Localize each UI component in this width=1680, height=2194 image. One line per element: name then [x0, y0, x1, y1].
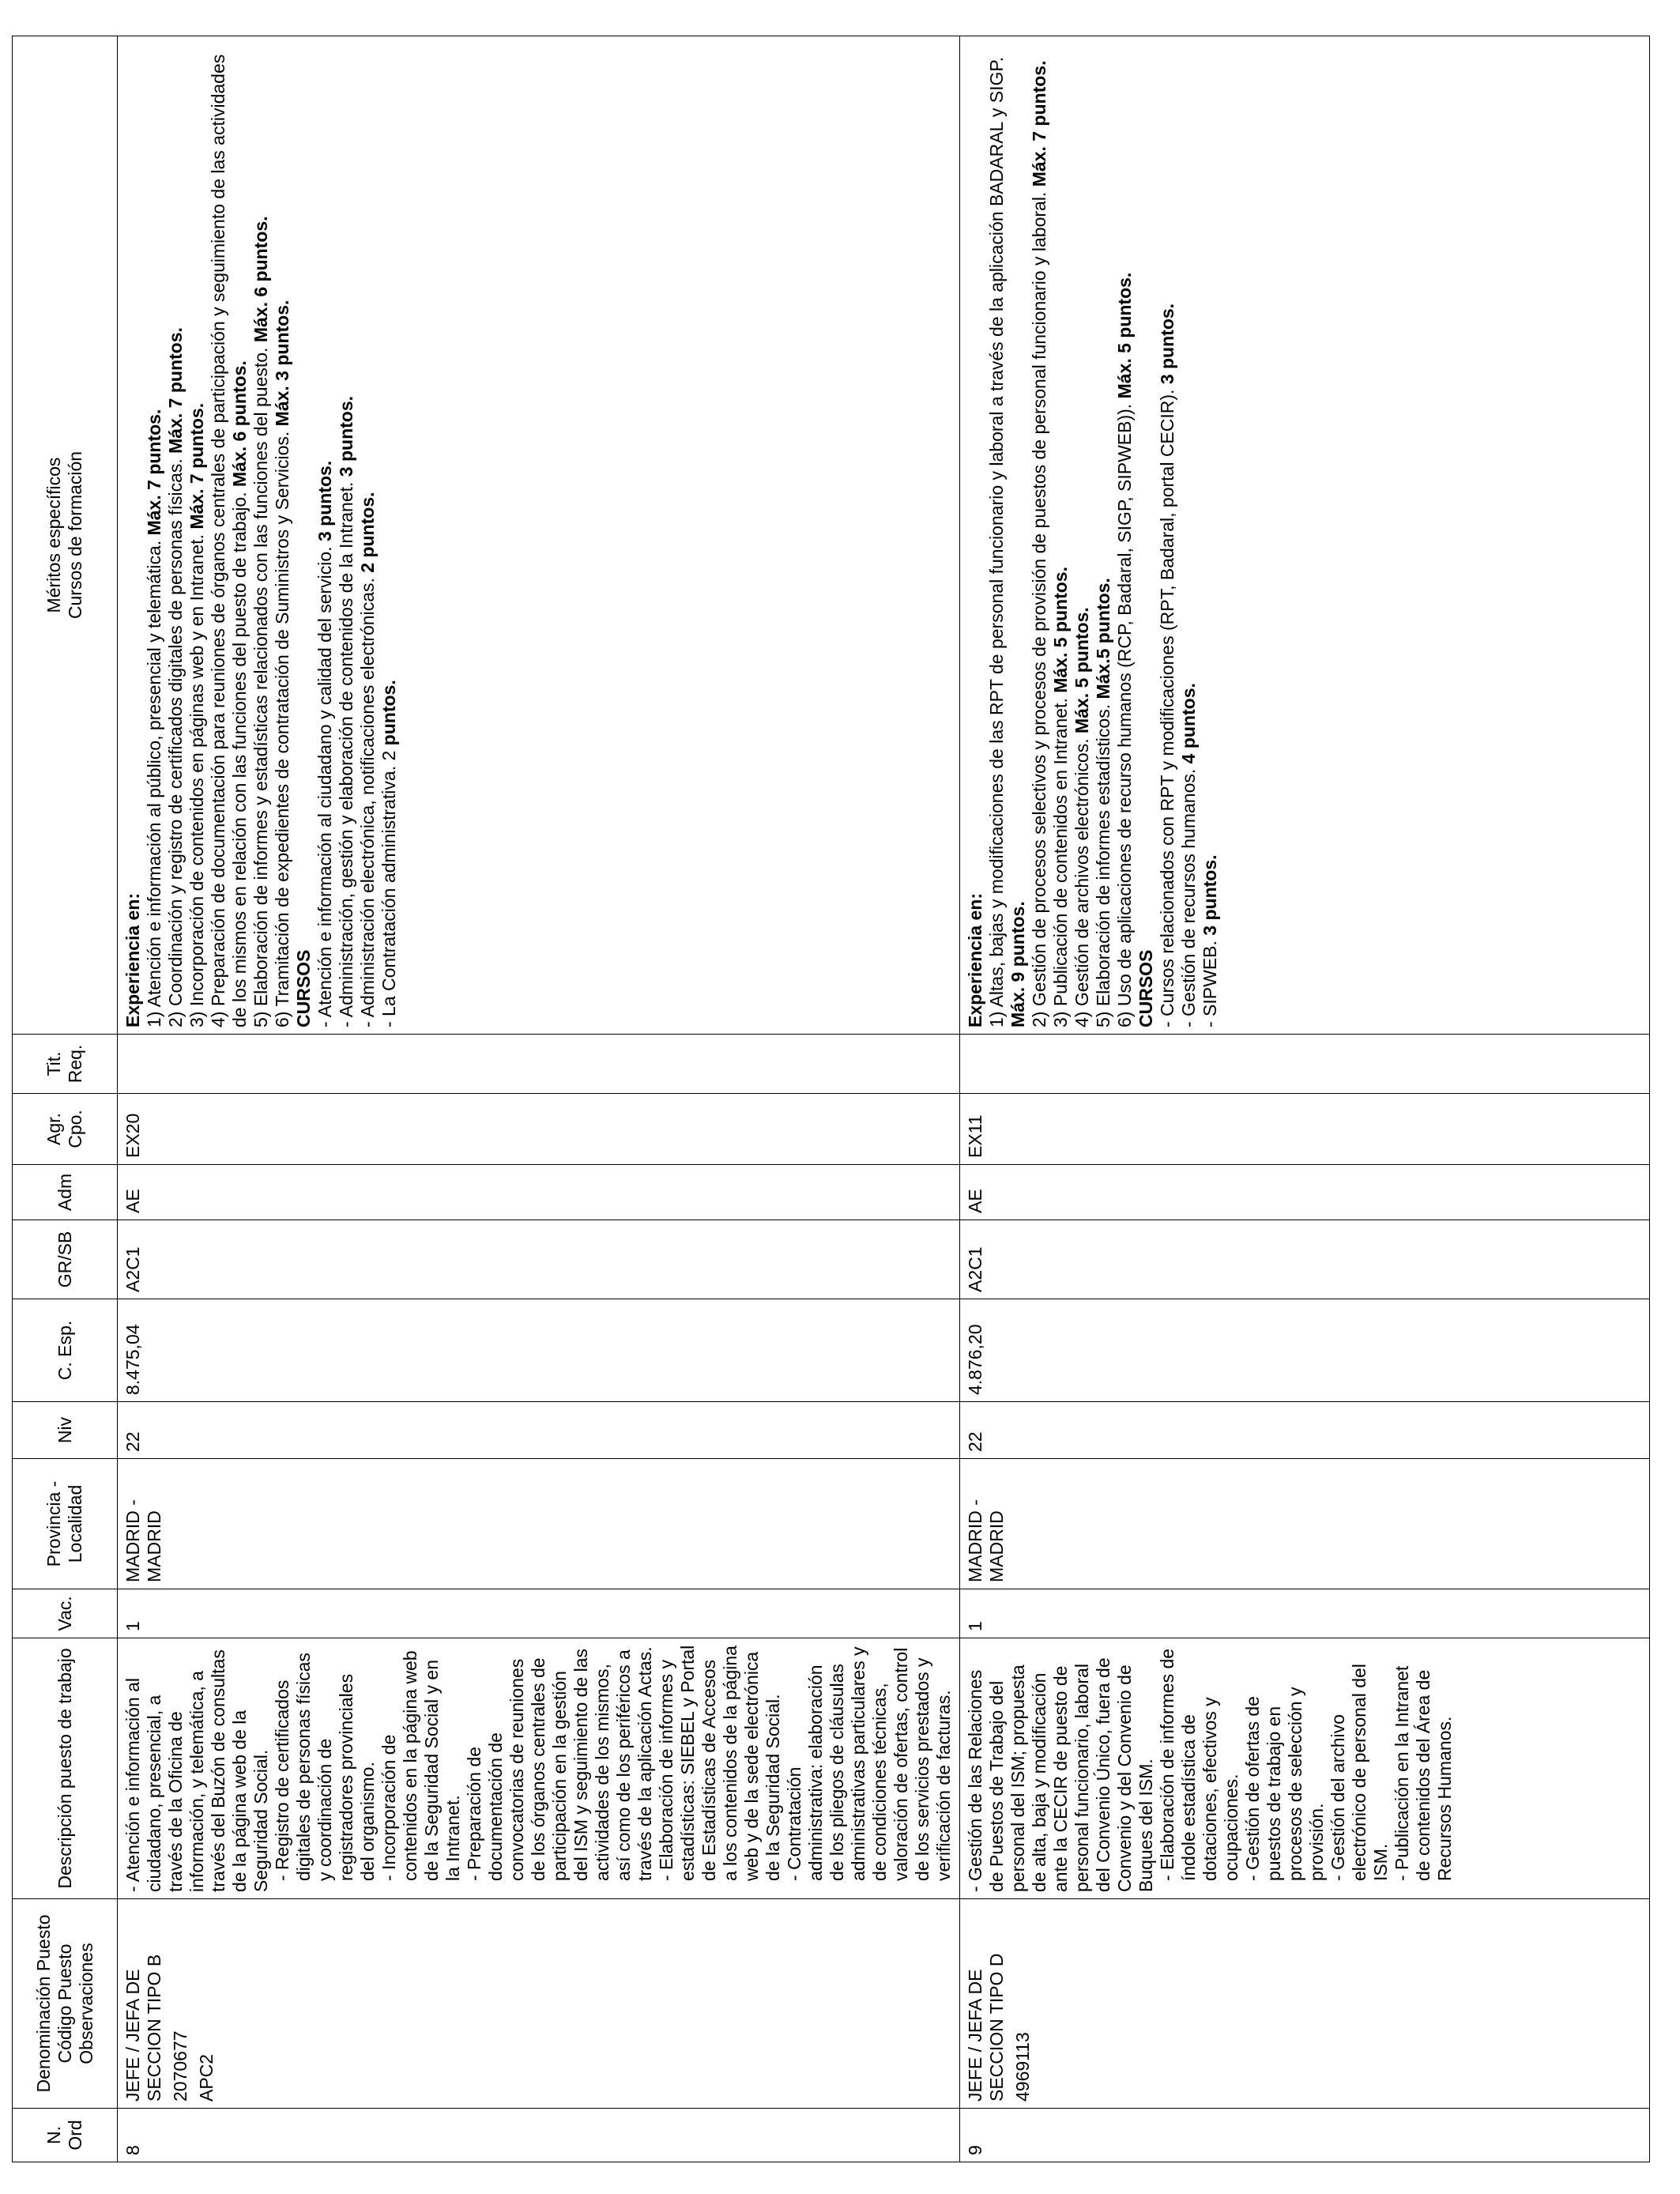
- course-item: - SIPWEB. 3 puntos.: [1200, 854, 1220, 1027]
- description-item: - Preparación de documentación de convocatorias de reuniones de los órganos centrales de participación en la gestión del ISM y seguimiento de las actividades de los mismos, así como de los periféricos a través de la aplicación Actas.: [464, 1646, 655, 1881]
- cell-cesp: 4.876,20: [960, 1299, 1650, 1402]
- cell-niv: 22: [960, 1402, 1650, 1459]
- merit-item: 3) Incorporación de contenidos en páginas web y en Intranet. Máx. 7 puntos.: [186, 402, 207, 1027]
- description-item: - Gestión del archivo electrónico de personal del ISM.: [1328, 1664, 1391, 1881]
- header-adm: Adm: [13, 1165, 118, 1220]
- header-grsb: GR/SB: [13, 1220, 118, 1299]
- header-provincia: Provincia - Localidad: [13, 1459, 118, 1589]
- cell-ord: 8: [118, 2109, 960, 2162]
- description-item: - Gestión de ofertas de puestos de trabajo en procesos de selección y provisión.: [1242, 1687, 1327, 1881]
- merit-item: 5) Elaboración de informes estadísticos. Máx.5 puntos.: [1093, 578, 1113, 1027]
- position-observations: APC2: [196, 2053, 217, 2102]
- header-vac: Vac.: [13, 1589, 118, 1638]
- cell-denominacion: [960, 1899, 1650, 2109]
- cell-descripcion: [118, 1638, 960, 1899]
- job-positions-table: [12, 36, 1650, 2162]
- cell-ord: 9: [960, 2109, 1650, 2162]
- merit-item: 6) Uso de aplicaciones de recurso humanos (RCP, Badaral, SIGP, SIPWEB)). Máx. 5 puntos.: [1114, 272, 1135, 1027]
- header-ord: N. Ord: [13, 2109, 118, 2162]
- merit-item: 4) Preparación de documentación para reuniones de órganos centrales de participación y seguimiento de las actividades de los mismos en relación con las funciones del puesto de trabajo. Máx. 6 puntos.: [208, 54, 250, 1027]
- merit-item: 5) Elaboración de informes y estadísticas relacionados con las funciones del puesto. Máx. 6 puntos.: [250, 216, 271, 1027]
- table-header-row: [13, 36, 118, 2162]
- course-item: - Administración electrónica, notificaciones electrónicas. 2 puntos.: [357, 492, 378, 1027]
- merit-item: 3) Publicación de contenidos en Intranet. Máx. 5 puntos.: [1050, 567, 1071, 1027]
- cell-grsb: A2C1: [118, 1220, 960, 1299]
- cell-adm: AE: [960, 1165, 1650, 1220]
- course-item: - La Contratación administrativa. 2 puntos.: [379, 680, 399, 1027]
- header-cesp: C. Esp.: [13, 1299, 118, 1402]
- header-denominacion: Denominación Puesto Código Puesto Observaciones: [13, 1899, 118, 2109]
- cell-tit: [118, 1035, 960, 1094]
- merit-item: 4) Gestión de archivos electrónicos. Máx. 5 puntos.: [1072, 607, 1092, 1027]
- position-name: JEFE / JEFA DE SECCION TIPO D: [965, 1953, 1007, 2102]
- course-item: - Cursos relacionados con RPT y modificaciones (RPT, Badaral, portal CECIR). 3 puntos.: [1157, 303, 1177, 1027]
- cell-agr: EX11: [960, 1094, 1650, 1165]
- cell-descripcion: [960, 1638, 1650, 1899]
- description-item: - Elaboración de informes y estadísticas: SIEBEL y Portal de Estadísticas de Accesos a los contenidos de la página web y de la sede electrónica de la Seguridad Social.: [656, 1645, 783, 1881]
- course-item: - Gestión de recursos humanos. 4 puntos.: [1178, 683, 1199, 1027]
- cell-adm: AE: [118, 1165, 960, 1220]
- cell-meritos: [960, 36, 1650, 1035]
- merit-item: 1) Atención e información al público, presencial y telemática. Máx. 7 puntos.: [144, 409, 164, 1027]
- table-row: [118, 36, 960, 2162]
- position-name: JEFE / JEFA DE SECCION TIPO B: [122, 1954, 164, 2102]
- cell-niv: 22: [118, 1402, 960, 1459]
- position-code: 4969113: [1012, 2032, 1033, 2102]
- header-niv: Niv: [13, 1402, 118, 1459]
- cell-provincia: MADRID - MADRID: [960, 1459, 1650, 1589]
- courses-heading: CURSOS: [293, 949, 314, 1027]
- cell-provincia: MADRID - MADRID: [118, 1459, 960, 1589]
- header-agr: Agr. Cpo.: [13, 1094, 118, 1165]
- courses-heading: CURSOS: [1136, 949, 1156, 1027]
- cell-vac: 1: [118, 1589, 960, 1638]
- description-item: - Contratación administrativa: elaboración de los pliegos de cláusulas administrativas particulares y de condiciones técnicas, valoración de ofertas, control de los servicios prestados y verificación de facturas.: [784, 1646, 954, 1881]
- merits-heading: Experiencia en:: [122, 892, 143, 1027]
- description-item: - Publicación en la Intranet de contenidos del Área de Recursos Humanos.: [1392, 1665, 1455, 1881]
- header-meritos: Méritos específicos Cursos de formación: [13, 36, 118, 1035]
- merits-heading: Experiencia en:: [965, 892, 985, 1027]
- merit-item: 1) Altas, bajas y modificaciones de las RPT de personal funcionario y laboral a través de la aplicación BADARAL y SIGP. Máx. 9 puntos.: [986, 56, 1028, 1027]
- merit-item: 6) Tramitación de expedientes de contratación de Suministros y Servicios. Máx. 3 puntos.: [272, 300, 292, 1027]
- table-row: [960, 36, 1650, 2162]
- description-item: - Incorporación de contenidos en la página web de la Seguridad Social y en la Intranet.: [379, 1650, 463, 1881]
- cell-grsb: A2C1: [960, 1220, 1650, 1299]
- header-tit: Tit. Req.: [13, 1035, 118, 1094]
- cell-cesp: 8.475,04: [118, 1299, 960, 1402]
- merit-item: 2) Coordinación y registro de certificados digitales de personas físicas. Máx. 7 puntos.: [165, 327, 186, 1027]
- cell-denominacion: [118, 1899, 960, 2109]
- description-item: - Registro de certificados digitales de personas físicas y coordinación de registradores provinciales del organismo.: [272, 1653, 378, 1881]
- position-code: 2070677: [170, 2030, 190, 2102]
- description-item: - Elaboración de informes de índole estadística de dotaciones, efectivos y ocupaciones.: [1157, 1648, 1241, 1881]
- merit-item: 2) Gestión de procesos selectivos y procesos de provisión de puestos de personal funcionario y laboral. Máx. 7 puntos.: [1029, 60, 1049, 1027]
- course-item: - Atención e información al ciudadano y calidad del servicio. 3 puntos.: [315, 460, 335, 1027]
- cell-tit: [960, 1035, 1650, 1094]
- description-item: - Gestión de las Relaciones de Puestos de Trabajo del personal del ISM; propuesta de alta, baja y modificación ante la CECIR de puesto de personal funcionario, laboral del Convenio Único, fuera de Convenio y del Convenio de Buques del ISM.: [965, 1657, 1156, 1892]
- cell-vac: 1: [960, 1589, 1650, 1638]
- cell-meritos: [118, 36, 960, 1035]
- course-item: - Administración, gestión y elaboración de contenidos de la Intranet. 3 puntos.: [336, 395, 356, 1027]
- header-descripcion: Descripción puesto de trabajo: [13, 1638, 118, 1899]
- cell-agr: EX20: [118, 1094, 960, 1165]
- description-item: - Atención e información al ciudadano, presencial, a través de la Oficina de información, y telemática, a través del Buzón de consultas de la página web de la Seguridad Social.: [122, 1649, 271, 1892]
